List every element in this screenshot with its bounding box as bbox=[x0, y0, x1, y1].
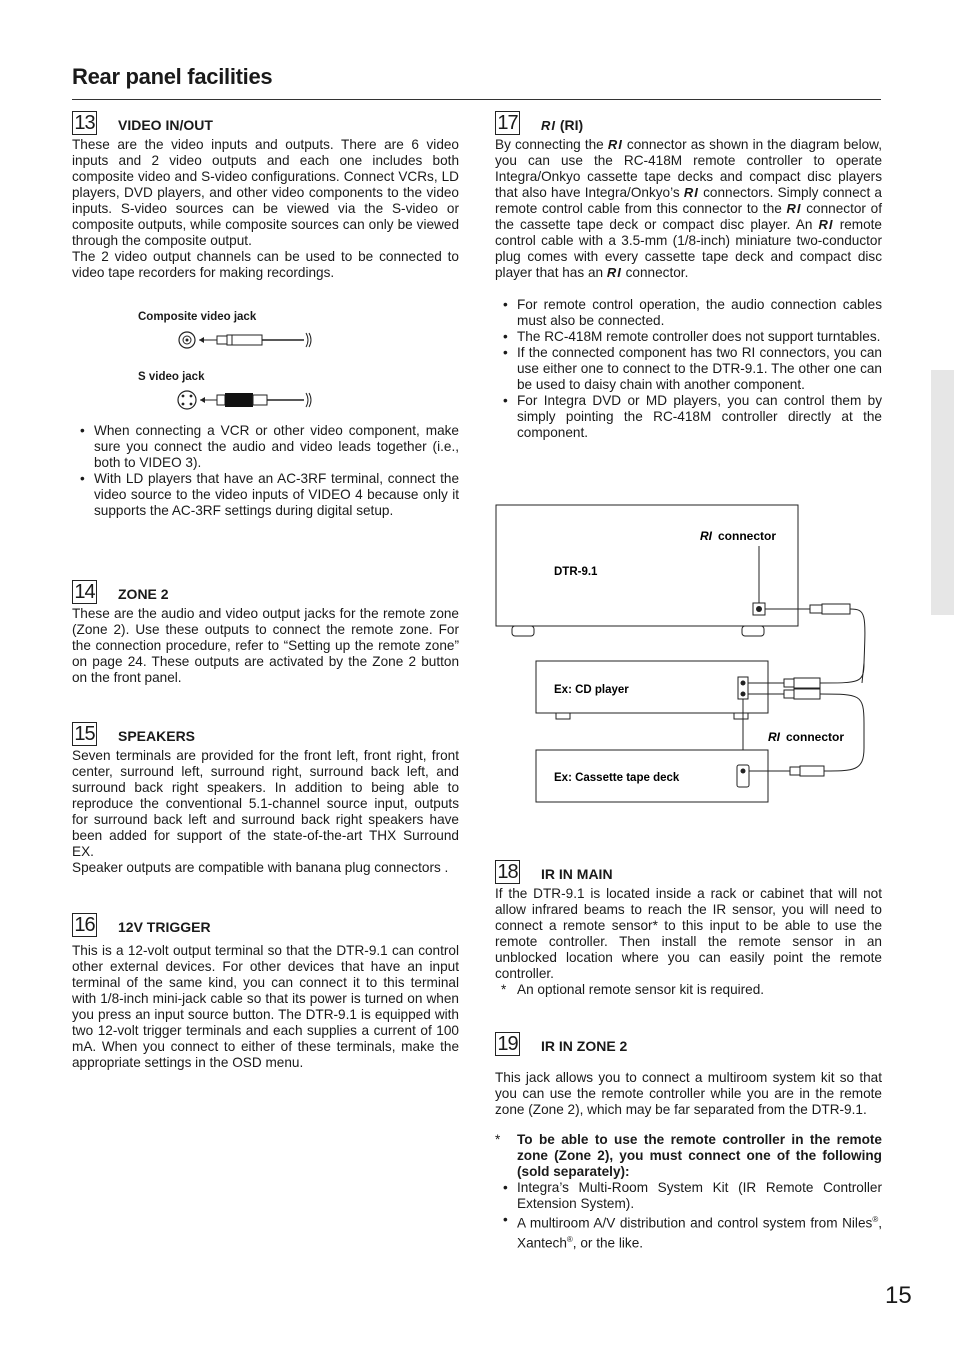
paragraph: These are the video inputs and outputs. There are 6 video inputs and 2 video outputs and each one includes both composite video and S-video configurations. Connect VCRs, LD players, DVD players, and other video components to the video inputs. S-video sources can be viewed via the S-video or composite outputs, while composite sources can only be viewed through the composite output. bbox=[72, 137, 459, 248]
paragraph: By connecting the RI connector as shown in the diagram below, you can use the RC-418M remote controller to operate Integra/Onkyo cassette tape decks and compact disc players that also have Integra/Onkyo’s RI connectors. Simply connect a remote control cable from this connector to the RI connector of the cassette tape deck or compact disc player. An RI remote control cable with a 3.5-mm (1/8-inch) miniature two-conductor plug comes with every cassette tape deck and compact disc player that has an RI connector. bbox=[495, 137, 883, 280]
section-title: IR IN MAIN bbox=[541, 866, 613, 882]
dtr-label: DTR-9.1 bbox=[554, 566, 598, 578]
video-jack-figure bbox=[72, 281, 459, 423]
paragraph: The 2 video output channels can be used to be connected to video tape recorders for making recordings. bbox=[72, 249, 459, 280]
page-number: 15 bbox=[885, 1282, 912, 1309]
side-tab bbox=[931, 370, 954, 615]
section-title: 12V TRIGGER bbox=[118, 919, 211, 935]
ri-connector-label-2: connector bbox=[786, 730, 845, 744]
ri-logo: RI bbox=[606, 265, 622, 280]
paragraph: This is a 12-volt output terminal so that the DTR-9.1 can control other external devices. For other devices that have an input terminal of the same kind, you can connect it to this terminal with 1/8-inch mini-jack cable so that its power is turned on when you press an input source button. The DTR-9.1 is equipped with two 12-volt trigger terminals and each supplies a current of 100 mA. When you connect to either of these terminals, make the appropriate settings in the OSD menu. bbox=[72, 943, 459, 1070]
section-number: 17 bbox=[495, 111, 520, 135]
ri-logo: RI bbox=[683, 185, 699, 200]
paragraph: These are the audio and video output jacks for the remote zone (Zone 2). Use these outputs to connect the remote zone. For the connection procedure, refer to “Setting up the remote zone” on page 24. These outputs are activated by the Zone 2 button on the front panel. bbox=[72, 606, 459, 685]
section-number: 13 bbox=[72, 111, 97, 135]
bullet-item: • When connecting a VCR or other video component, make sure you connect the audio and video leads together (i.e., both to VIDEO 3). bbox=[94, 423, 459, 471]
section-13 bbox=[72, 111, 459, 519]
bullet-item: • For remote control operation, the audio connection cables must also be connected. bbox=[517, 297, 882, 329]
section-number: 19 bbox=[495, 1032, 520, 1056]
composite-jack-illustration bbox=[172, 325, 322, 355]
section-17 bbox=[495, 111, 882, 441]
bullet-item: • A multiroom A/V distribution and control system from Niles®, Xantech®, or the like. bbox=[517, 1212, 882, 1251]
section-18 bbox=[495, 860, 882, 998]
bullet-item: • Integra’s Multi-Room System Kit (IR Remote Controller Extension System). bbox=[517, 1180, 882, 1212]
bullet-item: • For Integra DVD or MD players, you can control them by simply pointing the RC-418M controller directly at the component. bbox=[517, 393, 882, 441]
bullet-item: • If the connected component has two RI connectors, you can use either one to connect to the DTR-9.1. The other one can be used to daisy chain with another component. bbox=[517, 345, 882, 393]
paragraph: This jack allows you to connect a multiroom system kit so that you can use the remote controller while you are in the remote zone (Zone 2), which may be far separated from the DTR-9.1. bbox=[495, 1070, 882, 1117]
section-title: SPEAKERS bbox=[118, 728, 196, 744]
ri-logo: RI bbox=[786, 201, 802, 216]
section-title: ZONE 2 bbox=[118, 586, 169, 602]
section-title: IR IN ZONE 2 bbox=[541, 1038, 628, 1054]
figure-label-svideo: S video jack bbox=[138, 371, 205, 383]
bold-note: * To be able to use the remote controller in the remote zone (Zone 2), you must connect one of the following (sold separately): bbox=[495, 1132, 882, 1179]
section-number: 18 bbox=[495, 860, 520, 884]
cassette-deck-label: Ex: Cassette tape deck bbox=[554, 772, 680, 784]
bullet-item: • The RC-418M remote controller does not support turntables. bbox=[517, 329, 882, 345]
section-14 bbox=[72, 580, 459, 686]
paragraph: Seven terminals are provided for the front left, front right, front center, surround left, surround right, surround back left, and surround back right speakers. In addition to being able to reproduce the conventional 5.1-channel source input, outputs for surround back left and surround back right speakers have been added for support of the state-of-the-art THX Surround EX. bbox=[72, 748, 459, 859]
ri-logo: RI bbox=[607, 137, 623, 152]
section-number: 14 bbox=[72, 580, 97, 604]
footnote: * An optional remote sensor kit is required. bbox=[501, 982, 765, 997]
cd-player-label: Ex: CD player bbox=[554, 684, 629, 696]
ri-connection-diagram bbox=[494, 503, 874, 803]
figure-label-composite: Composite video jack bbox=[138, 311, 257, 323]
paragraph: If the DTR-9.1 is located inside a rack or cabinet that will not allow infrared beams to reach the IR sensor, you will need to connect a remote sensor* to this input to be able to use the remote controller. Then install the remote sensor in an unblocked location where you can easily point the remote controller. bbox=[495, 886, 882, 981]
page-title: Rear panel facilities bbox=[72, 64, 273, 89]
section-15 bbox=[72, 722, 459, 876]
section-title-text: (RI) bbox=[559, 117, 584, 133]
ri-logo: RI bbox=[768, 730, 780, 744]
section-19 bbox=[495, 1032, 882, 1251]
ri-logo: RI bbox=[818, 217, 834, 232]
section-title bbox=[541, 117, 583, 134]
ri-logo: RI bbox=[541, 118, 556, 133]
title-rule bbox=[72, 99, 881, 100]
section-number: 16 bbox=[72, 913, 97, 937]
ri-connector-label: connector bbox=[718, 529, 777, 543]
paragraph: Speaker outputs are compatible with banana plug connectors . bbox=[72, 860, 449, 875]
ri-logo: RI bbox=[700, 529, 712, 543]
section-number: 15 bbox=[72, 722, 97, 746]
svideo-jack-illustration bbox=[172, 385, 322, 415]
section-title: VIDEO IN/OUT bbox=[118, 117, 213, 133]
bullet-item: • With LD players that have an AC-3RF terminal, connect the video source to the video inputs of VIDEO 4 because only it supports the AC-3RF settings during digital setup. bbox=[94, 471, 459, 519]
section-16 bbox=[72, 913, 459, 1071]
